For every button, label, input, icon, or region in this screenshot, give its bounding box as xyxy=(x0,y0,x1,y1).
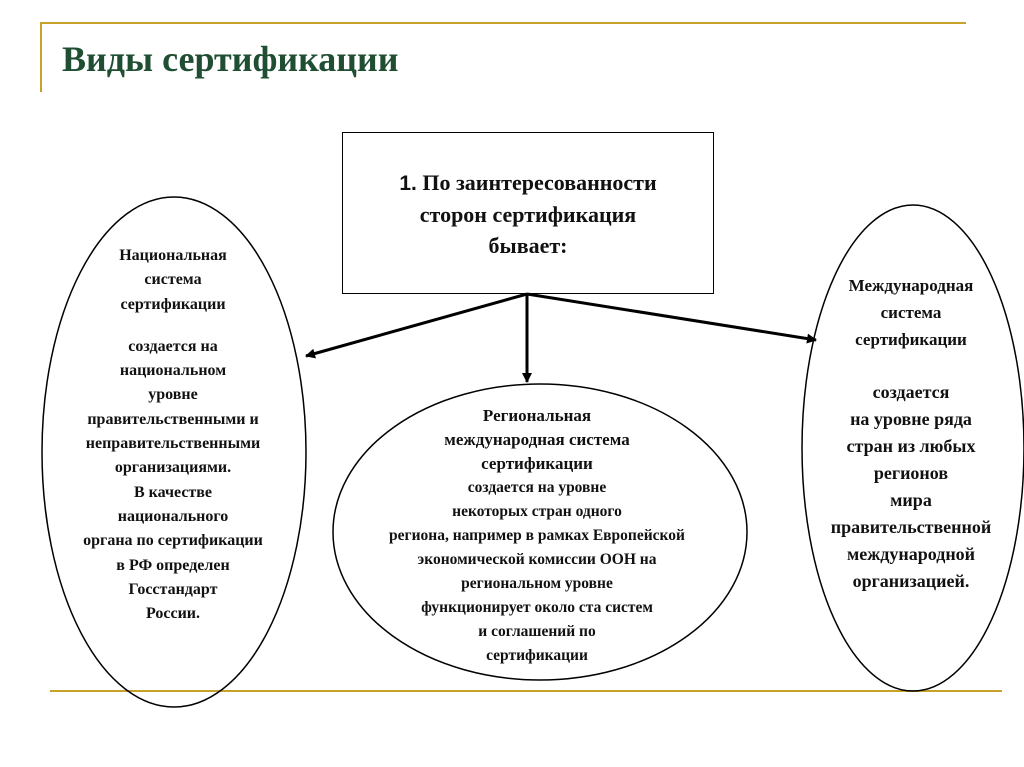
national-body-line: органа по сертификации xyxy=(83,532,263,550)
national-body-line: национальном xyxy=(119,362,227,380)
national-body-line: национального xyxy=(117,507,229,525)
regional-body-line: экономической комиссии ООН на xyxy=(417,551,657,568)
regional-body-line: региона, например в рамках Европейской xyxy=(389,527,685,544)
regional-body-line: сертификации xyxy=(486,647,588,664)
national-body-line: правительственными и xyxy=(87,410,259,428)
national-body-line: Госстандарт xyxy=(128,580,218,598)
regional-body-line: и соглашений по xyxy=(478,623,596,640)
regional-body-line: создается на уровне xyxy=(467,479,607,496)
arrow-to-national xyxy=(306,294,527,356)
international-body-line: стран из любых xyxy=(846,436,976,456)
classification-text-1: По заинтересованности xyxy=(422,170,657,195)
international-body-line: международной xyxy=(846,544,976,564)
international-body-line: мира xyxy=(890,490,932,510)
national-body-line: организациями. xyxy=(114,459,232,477)
regional-body-line: функционирует около ста систем xyxy=(421,599,653,616)
regional-heading-line: сертификации xyxy=(481,454,593,473)
international-body-line: на уровне ряда xyxy=(850,409,972,429)
regional-body-line: некоторых стран одного xyxy=(452,503,622,520)
regional-heading-line: международная система xyxy=(444,430,630,449)
international-body-line: правительственной xyxy=(830,517,992,537)
national-body-line: России. xyxy=(145,605,200,623)
international-heading-line: Международная xyxy=(848,276,974,295)
regional-body-line: региональном уровне xyxy=(461,575,613,592)
international-heading-line: сертификации xyxy=(855,330,967,349)
classification-line-2: сторон сертификация xyxy=(419,202,637,227)
international-heading-line: система xyxy=(880,303,942,322)
national-heading-line: сертификации xyxy=(120,295,226,313)
national-body-line: создается на xyxy=(128,337,218,355)
national-heading-line: Национальная xyxy=(119,247,227,264)
national-heading-line: система xyxy=(144,271,202,289)
classification-line-1 xyxy=(343,167,713,199)
national-body-line: неправительственными xyxy=(85,435,261,453)
international-body-line: регионов xyxy=(873,463,949,483)
national-body-line: уровне xyxy=(148,386,198,404)
classification-box xyxy=(342,132,714,294)
national-system-text xyxy=(48,244,298,626)
national-body-line: В качестве xyxy=(133,483,213,501)
classification-line-3: бывает: xyxy=(488,233,568,258)
classification-number: 1. xyxy=(399,172,417,195)
regional-system-text xyxy=(330,404,744,668)
international-system-text xyxy=(800,272,1022,595)
international-body-line: организацией. xyxy=(852,571,970,591)
international-body-line: создается xyxy=(872,382,950,402)
page-title: Виды сертификации xyxy=(62,39,399,79)
national-body-line: в РФ определен xyxy=(116,556,230,574)
arrow-to-international xyxy=(527,294,816,340)
regional-heading-line: Региональная xyxy=(482,406,592,425)
